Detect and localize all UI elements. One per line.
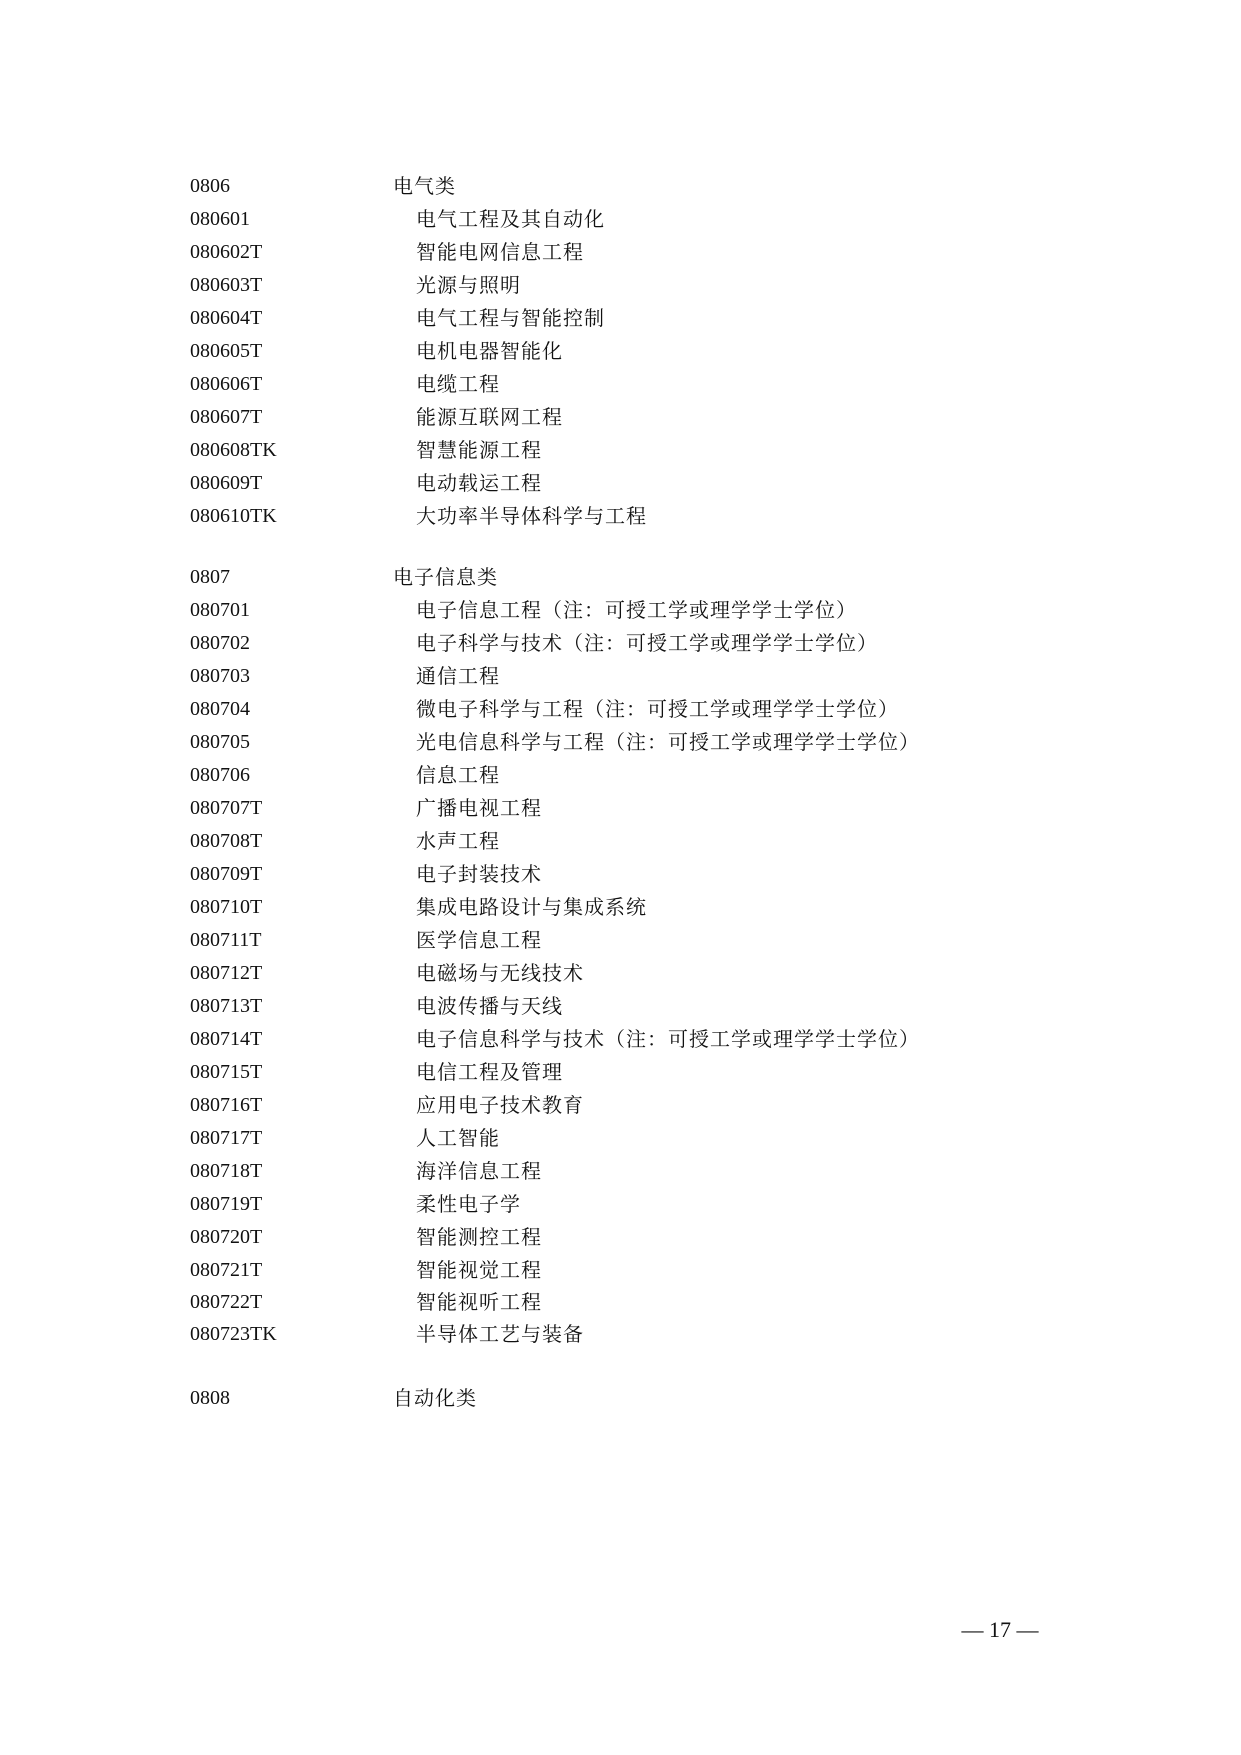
major-name: 应用电子技术教育 bbox=[416, 1093, 584, 1117]
major-code: 080721T bbox=[190, 1259, 263, 1281]
major-name: 信息工程 bbox=[416, 763, 500, 787]
major-row bbox=[0, 467, 1241, 499]
major-code: 080608TK bbox=[190, 439, 277, 461]
major-code: 080707T bbox=[190, 797, 263, 819]
major-code: 080716T bbox=[190, 1094, 263, 1116]
major-name: 电信工程及管理 bbox=[416, 1060, 563, 1084]
major-row bbox=[0, 1023, 1241, 1055]
major-row bbox=[0, 368, 1241, 400]
major-row bbox=[0, 1188, 1241, 1220]
major-code: 080712T bbox=[190, 962, 263, 984]
major-code: 080606T bbox=[190, 373, 263, 395]
major-code: 080723TK bbox=[190, 1323, 277, 1345]
major-code: 080708T bbox=[190, 830, 263, 852]
major-row bbox=[0, 858, 1241, 890]
major-name: 电子封装技术 bbox=[416, 862, 542, 886]
major-row bbox=[0, 269, 1241, 301]
major-code: 080604T bbox=[190, 307, 263, 329]
major-row bbox=[0, 990, 1241, 1022]
major-code: 080605T bbox=[190, 340, 263, 362]
major-row bbox=[0, 302, 1241, 334]
major-row bbox=[0, 693, 1241, 725]
major-code: 080719T bbox=[190, 1193, 263, 1215]
major-row bbox=[0, 335, 1241, 367]
major-row bbox=[0, 726, 1241, 758]
major-row bbox=[0, 1056, 1241, 1088]
major-code: 080714T bbox=[190, 1028, 263, 1050]
major-code: 080602T bbox=[190, 241, 263, 263]
major-row bbox=[0, 594, 1241, 626]
major-row bbox=[0, 792, 1241, 824]
category-title: 电子信息类 bbox=[393, 565, 498, 589]
major-code: 080704 bbox=[190, 698, 250, 720]
major-name: 能源互联网工程 bbox=[416, 405, 563, 429]
major-name: 智能电网信息工程 bbox=[416, 240, 584, 264]
major-code: 080715T bbox=[190, 1061, 263, 1083]
category-row-0807 bbox=[0, 561, 1241, 593]
category-row-0808 bbox=[0, 1382, 1241, 1414]
major-code: 080713T bbox=[190, 995, 263, 1017]
major-name: 智慧能源工程 bbox=[416, 438, 542, 462]
major-name: 集成电路设计与集成系统 bbox=[416, 895, 647, 919]
major-row bbox=[0, 891, 1241, 923]
major-code: 080610TK bbox=[190, 505, 277, 527]
major-code: 080609T bbox=[190, 472, 263, 494]
major-name: 医学信息工程 bbox=[416, 928, 542, 952]
major-row bbox=[0, 1122, 1241, 1154]
major-name: 微电子科学与工程（注：可授工学或理学学士学位） bbox=[416, 697, 899, 721]
major-name: 电子信息工程（注：可授工学或理学学士学位） bbox=[416, 598, 857, 622]
major-name: 柔性电子学 bbox=[416, 1192, 521, 1216]
category-row-0806 bbox=[0, 170, 1241, 202]
major-code: 080717T bbox=[190, 1127, 263, 1149]
major-name: 智能视听工程 bbox=[416, 1290, 542, 1314]
major-name: 电气工程及其自动化 bbox=[416, 207, 605, 231]
major-code: 080703 bbox=[190, 665, 250, 687]
major-name: 人工智能 bbox=[416, 1126, 500, 1150]
major-name: 电子科学与技术（注：可授工学或理学学士学位） bbox=[416, 631, 878, 655]
major-name: 电机电器智能化 bbox=[416, 339, 563, 363]
major-name: 光电信息科学与工程（注：可授工学或理学学士学位） bbox=[416, 730, 920, 754]
major-name: 半导体工艺与装备 bbox=[416, 1322, 584, 1346]
major-name: 通信工程 bbox=[416, 664, 500, 688]
major-name: 广播电视工程 bbox=[416, 796, 542, 820]
major-code: 080701 bbox=[190, 599, 250, 621]
major-row bbox=[0, 236, 1241, 268]
major-name: 电动载运工程 bbox=[416, 471, 542, 495]
major-name: 水声工程 bbox=[416, 829, 500, 853]
major-name: 海洋信息工程 bbox=[416, 1159, 542, 1183]
major-name: 光源与照明 bbox=[416, 273, 521, 297]
major-name: 智能测控工程 bbox=[416, 1225, 542, 1249]
major-code: 080705 bbox=[190, 731, 250, 753]
major-code: 080720T bbox=[190, 1226, 263, 1248]
category-title: 自动化类 bbox=[393, 1386, 477, 1410]
major-row bbox=[0, 401, 1241, 433]
major-row bbox=[0, 1254, 1241, 1286]
major-row bbox=[0, 759, 1241, 791]
category-code: 0808 bbox=[190, 1387, 230, 1409]
category-code: 0807 bbox=[190, 566, 230, 588]
major-code: 080603T bbox=[190, 274, 263, 296]
major-row bbox=[0, 1286, 1241, 1318]
major-row bbox=[0, 1089, 1241, 1121]
major-code: 080722T bbox=[190, 1291, 263, 1313]
major-code: 080607T bbox=[190, 406, 263, 428]
major-code: 080702 bbox=[190, 632, 250, 654]
major-row bbox=[0, 627, 1241, 659]
major-name: 电气工程与智能控制 bbox=[416, 306, 605, 330]
major-row bbox=[0, 924, 1241, 956]
major-code: 080711T bbox=[190, 929, 262, 951]
category-title: 电气类 bbox=[393, 174, 456, 198]
major-name: 电缆工程 bbox=[416, 372, 500, 396]
major-name: 电子信息科学与技术（注：可授工学或理学学士学位） bbox=[416, 1027, 920, 1051]
category-code: 0806 bbox=[190, 175, 230, 197]
major-row bbox=[0, 203, 1241, 235]
major-code: 080706 bbox=[190, 764, 250, 786]
major-code: 080710T bbox=[190, 896, 263, 918]
major-row bbox=[0, 1221, 1241, 1253]
major-name: 大功率半导体科学与工程 bbox=[416, 504, 647, 528]
major-row bbox=[0, 1155, 1241, 1187]
major-name: 电磁场与无线技术 bbox=[416, 961, 584, 985]
major-row bbox=[0, 434, 1241, 466]
major-row bbox=[0, 825, 1241, 857]
major-code: 080709T bbox=[190, 863, 263, 885]
major-code: 080718T bbox=[190, 1160, 263, 1182]
major-name: 电波传播与天线 bbox=[416, 994, 563, 1018]
major-code: 080601 bbox=[190, 208, 250, 230]
major-row bbox=[0, 660, 1241, 692]
major-row bbox=[0, 500, 1241, 532]
major-row bbox=[0, 957, 1241, 989]
page-number: — 17 — bbox=[961, 1617, 1039, 1642]
major-row bbox=[0, 1318, 1241, 1350]
major-name: 智能视觉工程 bbox=[416, 1258, 542, 1282]
